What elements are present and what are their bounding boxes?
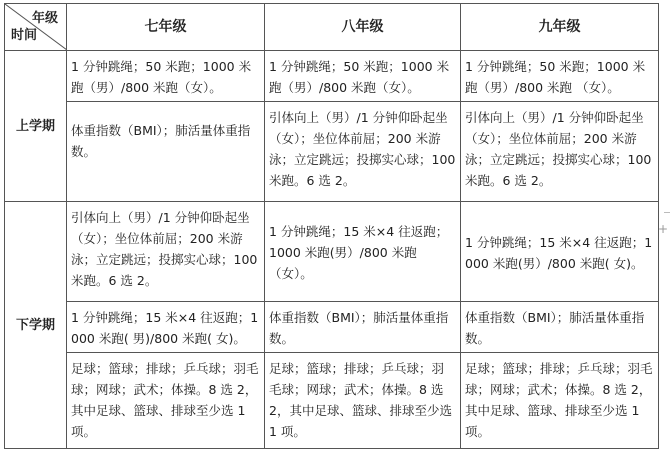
table-cell: 引体向上（男）/1 分钟仰卧起坐（女）；坐位体前屈；200 米游泳；立定跳远；投掷实心球；100 米跑。6 选 2。 <box>67 202 265 302</box>
table-cell: 体重指数（BMI）；肺活量体重指数。 <box>265 302 461 353</box>
term-label-first: 上学期 <box>5 51 67 202</box>
schedule-table-container <box>4 3 659 449</box>
corner-label-grade: 年级 <box>31 11 58 26</box>
edge-tick-mark <box>664 212 670 213</box>
header-row <box>5 4 659 51</box>
term-label-second: 下学期 <box>5 202 67 449</box>
table-cell: 体重指数（BMI）；肺活量体重指数。 <box>67 102 265 202</box>
table-cell: 1 分钟跳绳；50 米跑；1000 米跑（男）/800 米跑（女）。 <box>67 51 265 102</box>
table-row <box>5 302 659 353</box>
table-cell: 1 分钟跳绳；50 米跑；1000 米跑（男）/800 米跑（女）。 <box>265 51 461 102</box>
table-row <box>5 353 659 449</box>
grade-header-8: 八年级 <box>265 4 461 51</box>
table-row <box>5 202 659 302</box>
edge-fragment-plus: + <box>657 222 668 236</box>
table-cell: 1 分钟跳绳；50 米跑；1000 米跑（男）/800 米跑 （女）。 <box>461 51 659 102</box>
grade-header-7: 七年级 <box>67 4 265 51</box>
table-row <box>5 51 659 102</box>
table-cell: 体重指数（BMI）；肺活量体重指数。 <box>461 302 659 353</box>
grade-header-9: 九年级 <box>461 4 659 51</box>
table-cell: 引体向上（男）/1 分钟仰卧起坐（女）；坐位体前屈；200 米游泳；立定跳远；投掷实心球；100 米跑。6 选 2。 <box>461 102 659 202</box>
table-cell: 引体向上（男）/1 分钟仰卧起坐（女）；坐位体前屈；200 米游泳；立定跳远；投掷实心球；100 米跑。6 选 2。 <box>265 102 461 202</box>
table-cell: 1 分钟跳绳；15 米×4 往返跑；1000 米跑(男）/800 米跑( 女)。 <box>461 202 659 302</box>
table-row <box>5 102 659 202</box>
table-cell: 1 分钟跳绳；15 米×4 往返跑；1000 米跑(男）/800 米跑（女）。 <box>265 202 461 302</box>
table-cell: 足球；篮球；排球；乒乓球；羽毛球；网球；武术；体操。8 选 2，其中足球、篮球、排球至少选 1 项。 <box>461 353 659 449</box>
corner-label-time: 时间 <box>11 28 38 43</box>
header-corner-cell <box>5 4 67 51</box>
table-cell: 足球；篮球；排球；乒乓球；羽毛球；网球；武术；体操。8 选 2，其中足球、篮球、排球至少选 1 项。 <box>67 353 265 449</box>
pe-test-schedule-table <box>4 3 659 449</box>
table-cell: 1 分钟跳绳；15 米×4 往返跑；1000 米跑( 男)/800 米跑( 女)。 <box>67 302 265 353</box>
table-cell: 足球；篮球；排球；乒乓球；羽毛球；网球；武术；体操。8 选 2，其中足球、篮球、排球至少选 1 项。 <box>265 353 461 449</box>
